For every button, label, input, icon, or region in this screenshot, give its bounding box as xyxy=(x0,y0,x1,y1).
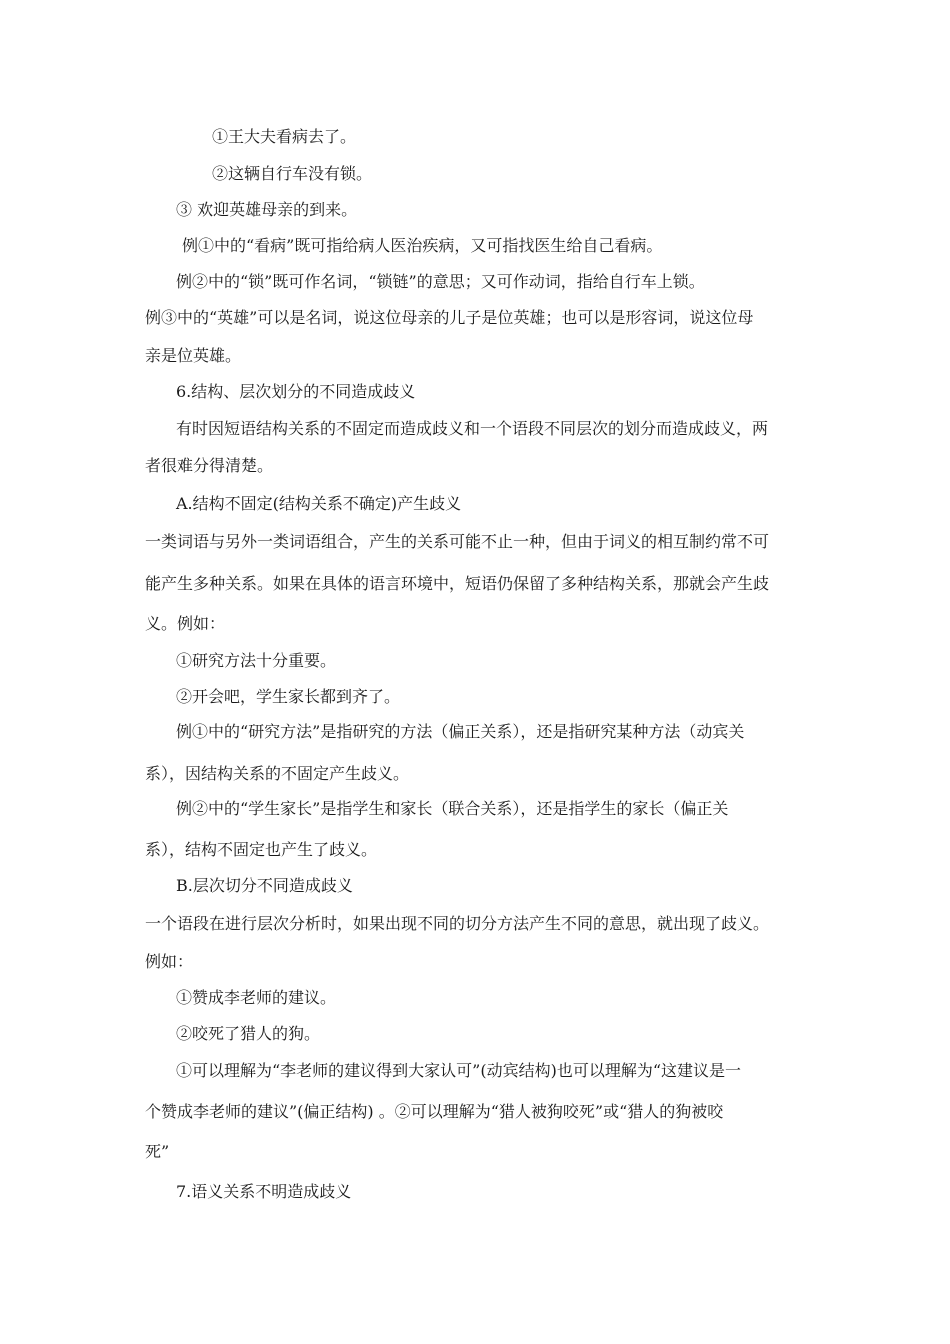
paragraph-line: 一个语段在进行层次分析时，如果出现不同的切分方法产生不同的意思，就出现了歧义。 xyxy=(145,914,770,933)
paragraph-line: 有时因短语结构关系的不固定而造成歧义和一个语段不同层次的划分而造成歧义，两 xyxy=(176,419,769,438)
paragraph-line: 例③中的“英雄”可以是名词，说这位母亲的儿子是位英雄；也可以是形容词，说这位母 xyxy=(145,308,754,327)
example-sentence: ②这辆自行车没有锁。 xyxy=(212,164,373,183)
example-sentence: ③ 欢迎英雄母亲的到来。 xyxy=(176,200,358,219)
example-sentence: ①赞成李老师的建议。 xyxy=(176,988,337,1007)
paragraph-line: 例①中的“看病”既可指给病人医治疾病，又可指找医生给自己看病。 xyxy=(182,236,663,255)
section-heading: 7.语义关系不明造成歧义 xyxy=(176,1182,352,1201)
example-sentence: ①王大夫看病去了。 xyxy=(212,127,357,146)
paragraph-line: 能产生多种关系。如果在具体的语言环境中，短语仍保留了多种结构关系，那就会产生歧 xyxy=(145,574,770,593)
paragraph-line: 者很难分得清楚。 xyxy=(145,456,274,475)
paragraph-line: 义。例如： xyxy=(145,614,226,633)
paragraph-line: 系），因结构关系的不固定产生歧义。 xyxy=(145,764,410,783)
paragraph-line: 一类词语与另外一类词语组合，产生的关系可能不止一种，但由于词义的相互制约常不可 xyxy=(145,532,770,551)
subsection-heading: A.结构不固定(结构关系不确定)产生歧义 xyxy=(176,494,462,513)
section-heading: 6.结构、层次划分的不同造成歧义 xyxy=(176,382,416,401)
subsection-heading: B.层次切分不同造成歧义 xyxy=(176,876,353,895)
paragraph-line: 死” xyxy=(145,1142,170,1161)
paragraph-line: ①可以理解为“李老师的建议得到大家认可”(动宾结构)也可以理解为“这建议是一 xyxy=(176,1061,742,1080)
example-sentence: ①研究方法十分重要。 xyxy=(176,651,337,670)
paragraph-line: 例①中的“研究方法”是指研究的方法（偏正关系），还是指研究某种方法（动宾关 xyxy=(176,722,745,741)
paragraph-line: 例②中的“学生家长”是指学生和家长（联合关系），还是指学生的家长（偏正关 xyxy=(176,799,729,818)
paragraph-line: 例如： xyxy=(145,952,194,971)
paragraph-line: 系），结构不固定也产生了歧义。 xyxy=(145,840,378,859)
paragraph-line: 亲是位英雄。 xyxy=(145,346,242,365)
paragraph-line: 个赞成李老师的建议”(偏正结构) 。②可以理解为“猎人被狗咬死”或“猎人的狗被咬 xyxy=(145,1102,724,1121)
example-sentence: ②咬死了猎人的狗。 xyxy=(176,1024,321,1043)
example-sentence: ②开会吧，学生家长都到齐了。 xyxy=(176,687,401,706)
paragraph-line: 例②中的“锁”既可作名词，“锁链”的意思；又可作动词，指给自行车上锁。 xyxy=(176,272,705,291)
